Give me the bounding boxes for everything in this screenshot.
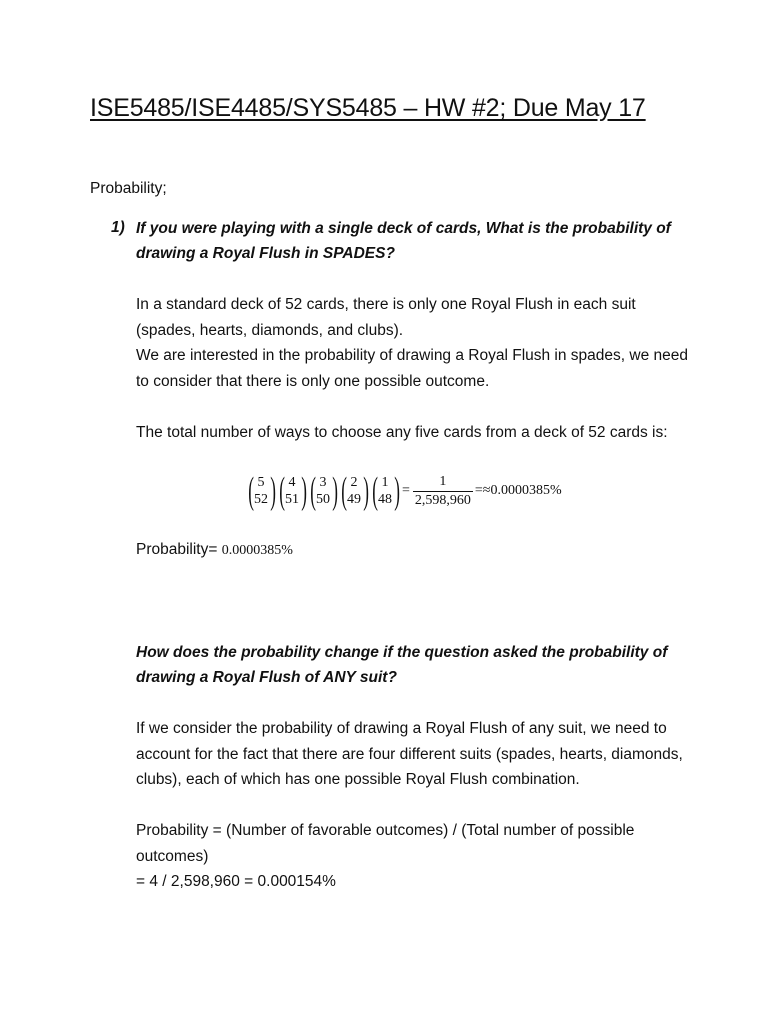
fraction-numerator: 1 <box>439 473 447 489</box>
fraction-denominator: 2,598,960 <box>414 492 471 508</box>
page-title: ISE5485/ISE4485/SYS5485 – HW #2; Due May 17 <box>90 94 646 122</box>
probability-formula <box>246 468 562 514</box>
fraction <box>413 473 473 510</box>
question-2-text: How does the probability change if the question asked the probability of drawing a Royal Flush of ANY suit? <box>136 644 668 686</box>
answer-1-paragraph-3: The total number of ways to choose any five cards from a deck of 52 cards is: <box>136 424 668 441</box>
probability-label: Probability= <box>136 541 218 558</box>
binomial-2: ( 4 51 ) <box>279 470 307 512</box>
question-1-text: If you were playing with a single deck of cards, What is the probability of drawing a Royal Flush in SPADES? <box>136 220 671 262</box>
answer-1-paragraph-1: In a standard deck of 52 cards, there is only one Royal Flush in each suit (spades, hearts, diamonds, and clubs). <box>136 296 636 339</box>
equals-sign: = <box>402 483 410 498</box>
binomial-bottom: 48 <box>378 492 392 507</box>
probability-line <box>136 537 696 564</box>
binomial-top: 1 <box>381 475 389 490</box>
binomial-bottom: 50 <box>316 492 330 507</box>
section-label: Probability; <box>90 180 167 197</box>
binomial-top: 2 <box>350 475 358 490</box>
binomial-3: ( 3 50 ) <box>310 470 338 512</box>
binomial-top: 4 <box>288 475 296 490</box>
binomial-top: 5 <box>257 475 265 490</box>
answer-1-paragraph-2: We are interested in the probability of drawing a Royal Flush in spades, we need to consider that there is only one possible outcome. <box>136 347 688 390</box>
answer-2-paragraph-3: = 4 / 2,598,960 = 0.000154% <box>136 873 336 890</box>
answer-2-paragraph-1: If we consider the probability of drawing a Royal Flush of any suit, we need to account for the fact that there are four different suits (spades, hearts, diamonds, clubs), each of which has one possible Royal Flush combination. <box>136 720 683 788</box>
binomial-bottom: 49 <box>347 492 361 507</box>
formula-result: =≈0.0000385% <box>474 483 562 498</box>
binomial-4: ( 2 49 ) <box>341 470 369 512</box>
question-number: 1) <box>111 219 125 236</box>
binomial-top: 3 <box>319 475 327 490</box>
binomial-bottom: 51 <box>285 492 299 507</box>
binomial-1: ( 5 52 ) <box>248 470 276 512</box>
binomial-5: ( 1 48 ) <box>372 470 400 512</box>
probability-value: 0.0000385% <box>221 543 293 558</box>
answer-2-paragraph-2: Probability = (Number of favorable outcomes) / (Total number of possible outcomes) <box>136 822 635 865</box>
binomial-bottom: 52 <box>254 492 268 507</box>
